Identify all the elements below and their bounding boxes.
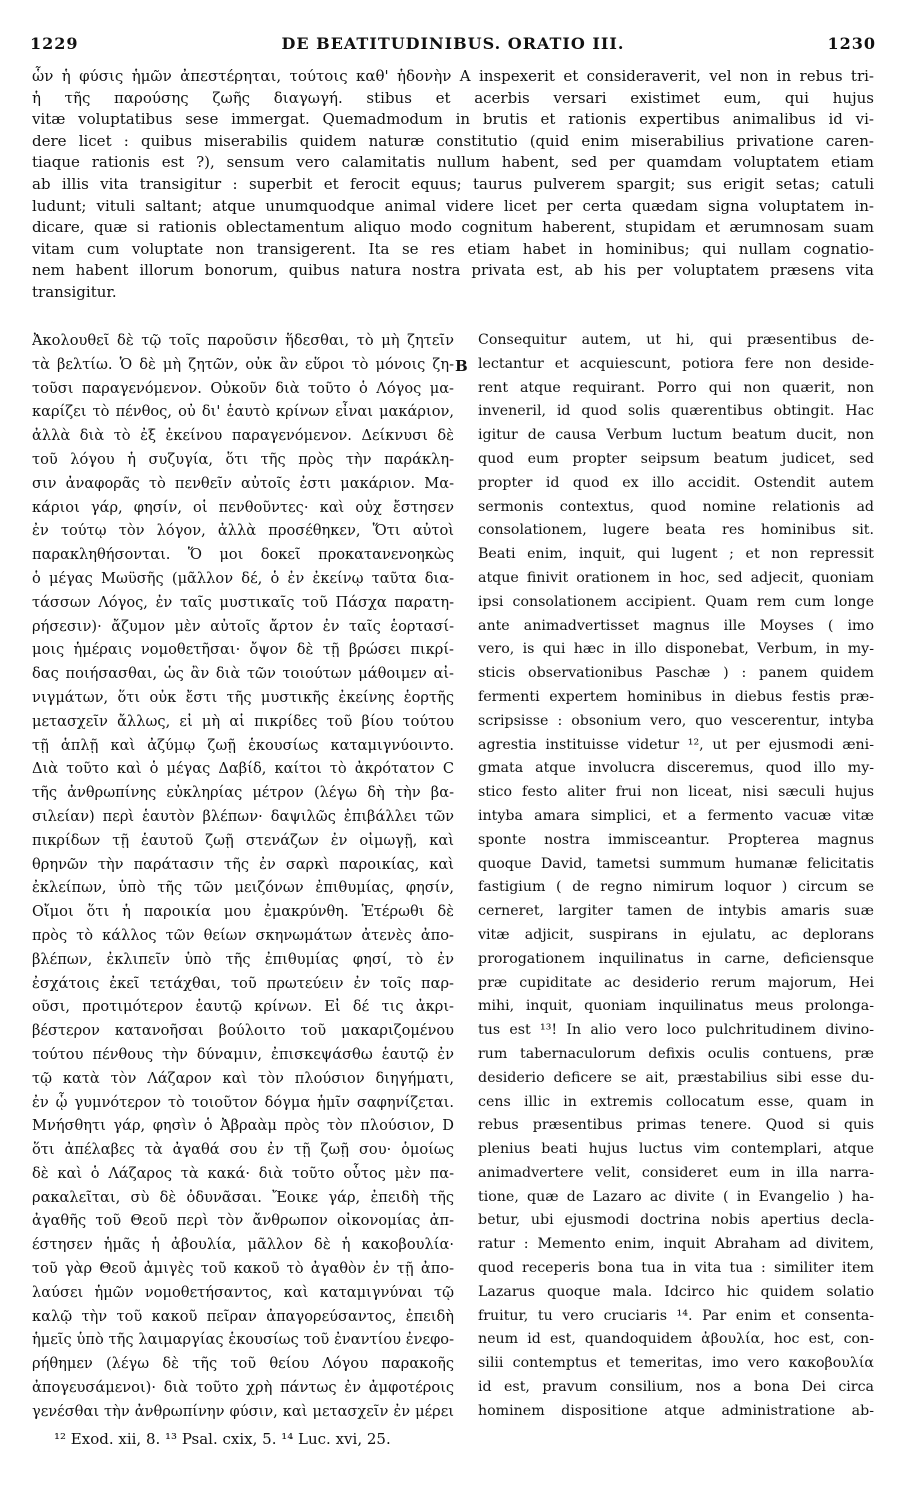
- latin-line: Beati enim, inquit, qui lugent ; et non repressit: [478, 546, 874, 563]
- greek-line: θρηνῶν τὴν παράτασιν τῆς ἐν σαρκὶ παροικίας, καὶ: [32, 855, 454, 873]
- greek-line: τούτου πένθους τὴν δύναμιν, ἐπισκεψάσθω ἑαυτῷ ἐν: [32, 1045, 454, 1063]
- latin-line: quoque David, tametsi summum humanæ felicitatis: [478, 855, 874, 872]
- greek-line: ἡμεῖς ὑπὸ τῆς λαιμαργίας ἑκουσίως τοῦ ἐναντίου ἐνεφο-: [32, 1331, 454, 1349]
- margin-marker-b: B: [455, 357, 468, 375]
- intro-line: ἡ τῆς παρούσης ζωῆς διαγωγή. stibus et acerbis versari existimet eum, qui hujus: [32, 88, 874, 107]
- latin-line: hominem dispositione atque administratione ab-: [478, 1402, 874, 1419]
- running-title: DE BEATITUDINIBUS. ORATIO III.: [281, 34, 625, 53]
- greek-line: νιγμάτων, ὅτι οὐκ ἔστι τῆς μυστικῆς ἐκείνης ἑορτῆς: [32, 688, 454, 706]
- latin-line: sticis observationibus Paschæ ) : panem quidem: [478, 665, 874, 682]
- latin-line: mihi, inquit, quoniam inquilinatus meus prolonga-: [478, 998, 874, 1015]
- latin-line: fastigium ( de regno nimirum loquor ) circum se: [478, 879, 874, 896]
- latin-line: gmata atque involucra disceremus, quod illo my-: [478, 760, 874, 777]
- intro-line: dere licet : quibus miserabilis quidem naturæ constitutio (quid enim miserabilius privatione caren-: [32, 131, 874, 150]
- intro-line: tiaque rationis est ?), sensum vero calamitatis nullum habent, sed per quamdam voluptatem etiam: [32, 153, 874, 172]
- greek-line: Οἴμοι ὅτι ἡ παροικία μου ἐμακρύνθη. Ἑτέρωθι δὲ: [32, 903, 454, 921]
- latin-line: stico festo aliter frui non liceat, nisi sæculi hujus: [478, 784, 874, 801]
- greek-line: ρακαλεῖται, σὺ δὲ ὀδυνᾶσαι. Ἔοικε γάρ, ἐπειδὴ τῆς: [32, 1188, 454, 1206]
- footnotes: ¹² Exod. xii, 8. ¹³ Psal. cxix, 5. ¹⁴ Luc. xvi, 25.: [54, 1430, 391, 1448]
- page-number-right: 1230: [827, 34, 876, 53]
- greek-line: τῆς ἀνθρωπίνης εὐκληρίας μέτρον (λέγω δὴ τὴν βα-: [32, 784, 454, 802]
- intro-line: ὧν ἡ φύσις ἡμῶν ἀπεστέρηται, τούτοις καθ' ἡδονὴν A inspexerit et consideraverit, vel non in rebus tri-: [32, 67, 874, 85]
- intro-paragraph: [32, 66, 874, 304]
- greek-line: παρακληθήσονται. Ὅ μοι δοκεῖ προκατανενοηκὼς: [32, 546, 454, 564]
- greek-line: ὅτι ἀπέλαβες τὰ ἀγαθά σου ἐν τῇ ζωῇ σου· ὁμοίως: [32, 1141, 454, 1159]
- latin-column: [478, 329, 874, 1424]
- latin-line: sermonis contextus, quod nomine relationis ad: [478, 498, 874, 515]
- latin-line: prorogationem inquilinatus in carne, deficiensque: [478, 950, 874, 967]
- greek-line: τάσσων Λόγος, ἐν ταῖς μυστικαῖς τοῦ Πάσχα παρατη-: [32, 593, 454, 611]
- greek-line: μετασχεῖν ἄλλως, εἰ μὴ αἱ πικρίδες τοῦ βίου τούτου: [32, 712, 454, 730]
- intro-line: transigitur.: [32, 282, 117, 301]
- latin-line: rebus præsentibus primas tenere. Quod si quis: [478, 1117, 874, 1134]
- greek-line: κάριοι γάρ, φησίν, οἱ πενθοῦντες· καὶ οὐχ ἔστησεν: [32, 498, 454, 516]
- latin-line: intyba amara simplici, et a fermento vacuæ vitæ: [478, 807, 874, 824]
- greek-line: ρήθημεν (λέγω δὲ τῆς τοῦ θείου Λόγου παρακοῆς: [32, 1355, 454, 1373]
- greek-line: πρὸς τὸ κάλλος τῶν θείων σκηνωμάτων ἀτενὲς ἀπο-: [32, 926, 454, 944]
- greek-line: Ἀκολουθεῖ δὲ τῷ τοῖς παροῦσιν ἥδεσθαι, τὸ μὴ ζητεῖν: [32, 332, 454, 349]
- latin-line: inveneril, id quod solis quærentibus obtingit. Hac: [478, 403, 874, 420]
- intro-line: nem habent illorum bonorum, quibus natura nostra privata est, ab his per voluptatem præsens vita: [32, 261, 874, 280]
- greek-line: ἀγαθῆς τοῦ Θεοῦ περὶ τὸν ἄνθρωπον οἰκονομίας ἀπ-: [32, 1212, 454, 1230]
- greek-line: λαύσει ἡμῶν νομοθετήσαντος, καὶ καταμιγνύναι τῷ: [32, 1283, 454, 1301]
- latin-line: lectantur et acquiescunt, potiora fere non deside-: [478, 355, 874, 372]
- greek-line: καρίζει τὸ πένθος, οὐ δι' ἑαυτὸ κρίνων εἶναι μακάριον,: [32, 403, 454, 421]
- latin-line: quod receperis bona tua in vita tua : similiter item: [478, 1260, 874, 1277]
- latin-line: fruitur, tu vero cruciaris ¹⁴. Par enim et consenta-: [478, 1307, 874, 1324]
- greek-line: σιλείαν) περὶ ἑαυτὸν βλέπων· δαψιλῶς ἐπιβάλλει τῶν: [32, 807, 454, 825]
- latin-line: scripsisse : obsonium vero, quo vescerentur, intyba: [478, 712, 874, 729]
- greek-line: ἐν ᾧ γυμνότερον τὸ τοιοῦτον δόγμα ἡμῖν σαφηνίζεται.: [32, 1093, 454, 1111]
- latin-line: tione, quæ de Lazaro ac divite ( in Evangelio ) ha-: [478, 1188, 874, 1205]
- greek-line: δὲ καὶ ὁ Λάζαρος τὰ κακά· διὰ τοῦτο οὗτος μὲν πα-: [32, 1164, 454, 1182]
- greek-line: τοῦσι παραγενόμενον. Οὐκοῦν διὰ τοῦτο ὁ Λόγος μα-: [32, 379, 454, 397]
- latin-line: silii contemptus et temeritas, imo vero κακοβουλία: [478, 1355, 874, 1372]
- latin-line: rent atque requirant. Porro qui non quærit, non: [478, 379, 874, 396]
- latin-line: agrestia instituisse videtur ¹², ut per ejusmodi æni-: [478, 736, 874, 753]
- greek-line: ἀπογευσάμενοι)· διὰ τοῦτο χρὴ πάντως ἐν ἀμφοτέροις: [32, 1379, 454, 1397]
- greek-line: ἀλλὰ διὰ τὸ ἐξ ἐκείνου παραγενόμενον. Δείκνυσι δὲ: [32, 427, 454, 445]
- latin-line: id est, pravum consilium, nos a bona Dei circa: [478, 1379, 874, 1396]
- latin-line: Consequitur autem, ut hi, qui præsentibus de-: [478, 332, 874, 348]
- latin-line: propter id quod ex illo accidit. Ostendit autem: [478, 474, 874, 491]
- greek-line: τῇ ἁπλῇ καὶ ἀζύμῳ ζωῇ ἑκουσίως καταμιγνύοιντο.: [32, 736, 454, 754]
- latin-line: rum tabernaculorum defixis oculis contuens, præ: [478, 1045, 874, 1062]
- intro-line: dicare, quæ si rationis oblectamentum aliquo modo cognitum haberent, stupidam et ærumnosam suam: [32, 218, 874, 237]
- greek-line: πικρίδων τῇ ἑαυτοῦ ζωῇ στενάζων ἐν οἰμωγῇ, καὶ: [32, 831, 454, 849]
- greek-line: βέστερον κατανοῆσαι βούλοιτο τοῦ μακαριζομένου: [32, 1022, 454, 1040]
- greek-line: ἐν τούτῳ τὸν λόγον, ἀλλὰ προσέθηκεν, Ὅτι αὐτοὶ: [32, 522, 454, 540]
- latin-line: vero, is qui hæc in illo disponebat, Verbum, in my-: [478, 641, 874, 658]
- latin-line: cens illic in extremis collocatum esse, quam in: [478, 1093, 874, 1110]
- latin-line: desiderio deficere se ait, præstabilius sibi esse du-: [478, 1069, 874, 1086]
- greek-line: Διὰ τοῦτο καὶ ὁ μέγας Δαβίδ, καίτοι τὸ ἀκρότατον C: [32, 760, 454, 778]
- greek-line: βλέπων, ἐκλιπεῖν ὑπὸ τῆς ἐπιθυμίας φησί, τὸ ἐν: [32, 950, 454, 968]
- greek-line: τοῦ γὰρ Θεοῦ ἀμιγὲς τοῦ κακοῦ τὸ ἀγαθὸν ἐν τῇ ἀπο-: [32, 1260, 454, 1278]
- greek-line: τὰ βελτίω. Ὁ δὲ μὴ ζητῶν, οὐκ ἂν εὕροι τὸ μόνοις ζη-: [32, 355, 454, 373]
- greek-column: [32, 329, 454, 1424]
- page-header: [30, 34, 876, 56]
- latin-line: plenius beati hujus luctus vim contemplari, atque: [478, 1141, 874, 1158]
- latin-line: cerneret, largiter tamen de intybis amaris suæ: [478, 903, 874, 920]
- greek-line: δας ποιήσασθαι, ὡς ἂν διὰ τῶν τοιούτων μάθοιμεν αἰ-: [32, 665, 454, 683]
- intro-line: vitæ voluptatibus sese immergat. Quemadmodum in brutis et rationis expertibus animalibus id vi-: [32, 110, 874, 129]
- greek-line: ρήσεσιν)· ἄζυμον μὲν αὐτοῖς ἄρτον ἐν ταῖς ἑορτασί-: [32, 617, 454, 635]
- intro-line: ludunt; vituli saltant; atque unumquodque animal videre licet per certa quædam signa voluptatem in-: [32, 196, 874, 215]
- greek-line: ὁ μέγας Μωϋσῆς (μᾶλλον δέ, ὁ ἐν ἐκείνῳ ταῦτα δια-: [32, 569, 454, 587]
- latin-line: tus est ¹³! In alio vero loco pulchritudinem divino-: [478, 1022, 874, 1039]
- page-number-left: 1229: [30, 34, 79, 53]
- greek-line: καλῷ τὴν τοῦ κακοῦ πεῖραν ἀπαγορεύσαντος, ἐπειδὴ: [32, 1307, 454, 1325]
- greek-line: τῷ κατὰ τὸν Λάζαρον καὶ τὸν πλούσιον διηγήματι,: [32, 1069, 454, 1087]
- latin-line: vitæ adjicit, suspirans in ejulatu, ac deplorans: [478, 926, 874, 943]
- latin-line: ipsi consolationem accipient. Quam rem cum longe: [478, 593, 874, 610]
- greek-line: έστησεν ἡμᾶς ἡ ἀβουλία, μᾶλλον δὲ ἡ κακοβουλία·: [32, 1236, 454, 1254]
- greek-line: ἐσχάτοις ἐκεῖ τετάχθαι, τοῦ πρωτεύειν ἐν τοῖς παρ-: [32, 974, 454, 992]
- latin-line: præ cupiditate ac desiderio rerum majorum, Hei: [478, 974, 874, 991]
- greek-line: τοῦ λόγου ἡ συζυγία, ὅτι τῆς πρὸς τὴν παράκλη-: [32, 450, 454, 468]
- latin-line: quod eum propter seipsum beatum judicet, sed: [478, 450, 874, 467]
- latin-line: betur, ubi ejusmodi doctrina nobis apertius decla-: [478, 1212, 874, 1229]
- greek-line: Μνήσθητι γάρ, φησὶν ὁ Ἀβραὰμ πρὸς τὸν πλούσιον, D: [32, 1117, 454, 1135]
- latin-line: neum id est, quandoquidem ἀβουλία, hoc est, con-: [478, 1331, 874, 1348]
- intro-line: vitam cum voluptate non transigerent. Ita se res etiam habet in hominibus; qui nullam cognatio-: [32, 239, 874, 258]
- latin-line: ratur : Memento enim, inquit Abraham ad divitem,: [478, 1236, 874, 1253]
- latin-line: igitur de causa Verbum luctum beatum ducit, non: [478, 427, 874, 444]
- greek-line: σιν ἀναφορᾶς τὸ πενθεῖν αὐτοῖς ἐστι μακάριον. Μα-: [32, 474, 454, 492]
- greek-line: γενέσθαι τὴν ἀνθρωπίνην φύσιν, καὶ μετασχεῖν ἐν μέρει: [32, 1402, 454, 1420]
- greek-line: ἐκλείπων, ὑπὸ τῆς τῶν μειζόνων ἐπιθυμίας, φησίν,: [32, 879, 454, 897]
- latin-line: fermenti expertem hominibus in diebus festis præ-: [478, 688, 874, 705]
- latin-line: Lazarus quoque mala. Idcirco hic quidem solatio: [478, 1283, 874, 1300]
- greek-line: οῦσι, προτιμότερον ἑαυτῷ κρίνων. Εἰ δέ τις ἀκρι-: [32, 998, 454, 1016]
- latin-line: consolationem, lugere beata res hominibus sit.: [478, 522, 874, 539]
- latin-line: atque finivit orationem in hoc, sed adjecit, quoniam: [478, 569, 874, 586]
- latin-line: ante animadvertisset magnus ille Moyses ( imo: [478, 617, 874, 634]
- greek-line: μοις ἡμέραις νομοθετῆσαι· ὄψον δὲ τῇ βρώσει πικρί-: [32, 641, 454, 659]
- latin-line: sponte nostra immisceantur. Propterea magnus: [478, 831, 874, 848]
- intro-line: ab illis vita transigitur : superbit et ferocit equus; taurus pulverem spargit; sus erigit setas; catuli: [32, 174, 874, 193]
- latin-line: animadvertere velit, consideret eum in illa narra-: [478, 1164, 874, 1181]
